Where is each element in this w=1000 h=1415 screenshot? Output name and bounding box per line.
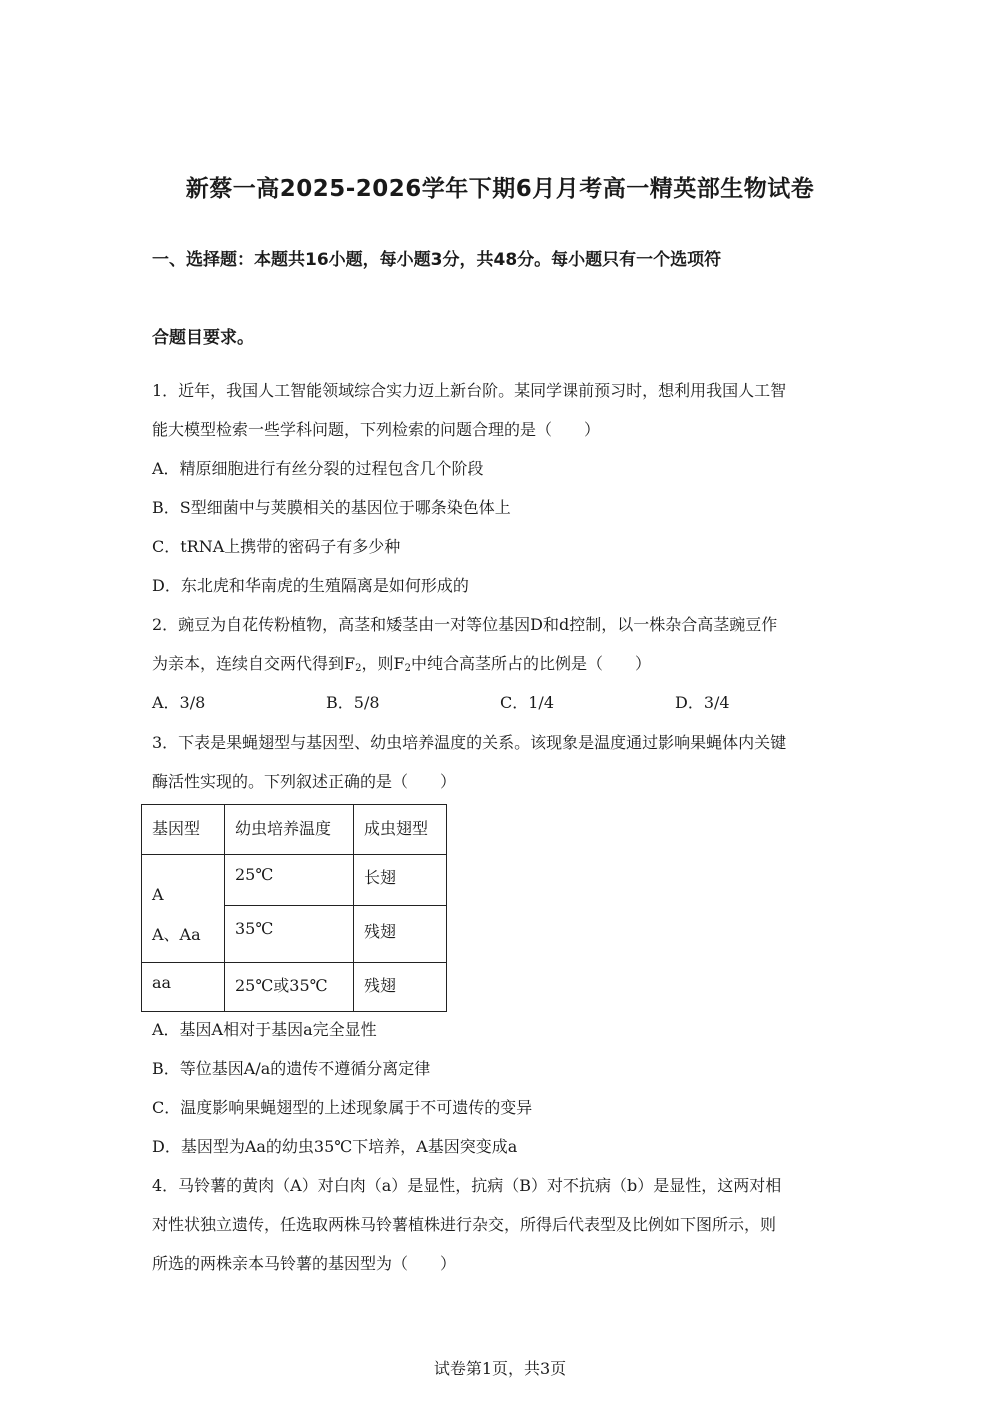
- q3-stem-line2: 酶活性实现的。下列叙述正确的是（ ）: [152, 772, 457, 791]
- table-cell-wing: 残翅: [354, 906, 447, 963]
- section-heading-line2: 合题目要求。: [152, 328, 254, 348]
- table-cell-genotype: aa: [142, 963, 225, 1012]
- table-header-cell: 成虫翅型: [354, 805, 447, 855]
- q2-option-b: B．5/8: [326, 693, 380, 712]
- q3-stem-line1: 3．下表是果蝇翅型与基因型、幼虫培养温度的关系。该现象是温度通过影响果蝇体内关键: [152, 733, 787, 752]
- q3-option-a: A．基因A相对于基因a完全显性: [152, 1020, 377, 1039]
- table-cell-temperature: 25℃: [225, 855, 354, 906]
- q2-option-c: C．1/4: [500, 693, 554, 712]
- genotype-text: A、Aa: [152, 925, 201, 944]
- genotype-table: [141, 804, 447, 1012]
- q3-option-b: B．等位基因A/a的遗传不遵循分离定律: [152, 1059, 431, 1078]
- q1-stem-line2: 能大模型检索一些学科问题，下列检索的问题合理的是（ ）: [152, 420, 601, 439]
- q3-option-d: D．基因型为Aa的幼虫35℃下培养，A基因突变成a: [152, 1137, 518, 1156]
- genotype-text: A: [152, 885, 164, 904]
- q1-option-c: C．tRNA上携带的密码子有多少种: [152, 537, 401, 556]
- q2-option-a: A．3/8: [152, 693, 206, 712]
- q1-option-b: B．S型细菌中与荚膜相关的基因位于哪条染色体上: [152, 498, 511, 517]
- table-row: [142, 963, 447, 1012]
- table-cell-temperature: 25℃或35℃: [225, 963, 354, 1012]
- q1-option-d: D．东北虎和华南虎的生殖隔离是如何形成的: [152, 576, 469, 595]
- table-header-row: [142, 805, 447, 855]
- table-cell-genotype: [142, 855, 225, 963]
- table-cell-temperature: 35℃: [225, 906, 354, 963]
- q3-option-c: C．温度影响果蝇翅型的上述现象属于不可遗传的变异: [152, 1098, 533, 1117]
- q2-stem-line1: 2．豌豆为自花传粉植物，高茎和矮茎由一对等位基因D和d控制，以一株杂合高茎豌豆作: [152, 615, 778, 634]
- table-row: [142, 855, 447, 906]
- q1-stem-line1: 1．近年，我国人工智能领域综合实力迈上新台阶。某同学课前预习时，想利用我国人工智: [152, 381, 787, 400]
- q4-stem-line1: 4．马铃薯的黄肉（A）对白肉（a）是显性，抗病（B）对不抗病（b）是显性，这两对相: [152, 1176, 782, 1195]
- section-heading-line1: 一、选择题：本题共16小题，每小题3分，共48分。每小题只有一个选项符: [152, 250, 722, 270]
- q2-stem-line2: 为亲本，连续自交两代得到$F_2$，则$F_2$中纯合高茎所占的比例是（ ）: [152, 654, 651, 674]
- q4-stem-line3: 所选的两株亲本马铃薯的基因型为（ ）: [152, 1254, 457, 1273]
- page-footer: 试卷第1页，共3页: [433, 1359, 567, 1378]
- exam-title: 新蔡一高2025-2026学年下期6月月考高一精英部生物试卷: [185, 176, 815, 202]
- q2-option-d: D．3/4: [675, 693, 730, 712]
- table-cell-wing: 残翅: [354, 963, 447, 1012]
- table-header-cell: 基因型: [142, 805, 225, 855]
- q4-stem-line2: 对性状独立遗传，任选取两株马铃薯植株进行杂交，所得后代表型及比例如下图所示，则: [152, 1215, 777, 1234]
- q1-option-a: A．精原细胞进行有丝分裂的过程包含几个阶段: [152, 459, 484, 478]
- table-cell-wing: 长翅: [354, 855, 447, 906]
- table-header-cell: 幼虫培养温度: [225, 805, 354, 855]
